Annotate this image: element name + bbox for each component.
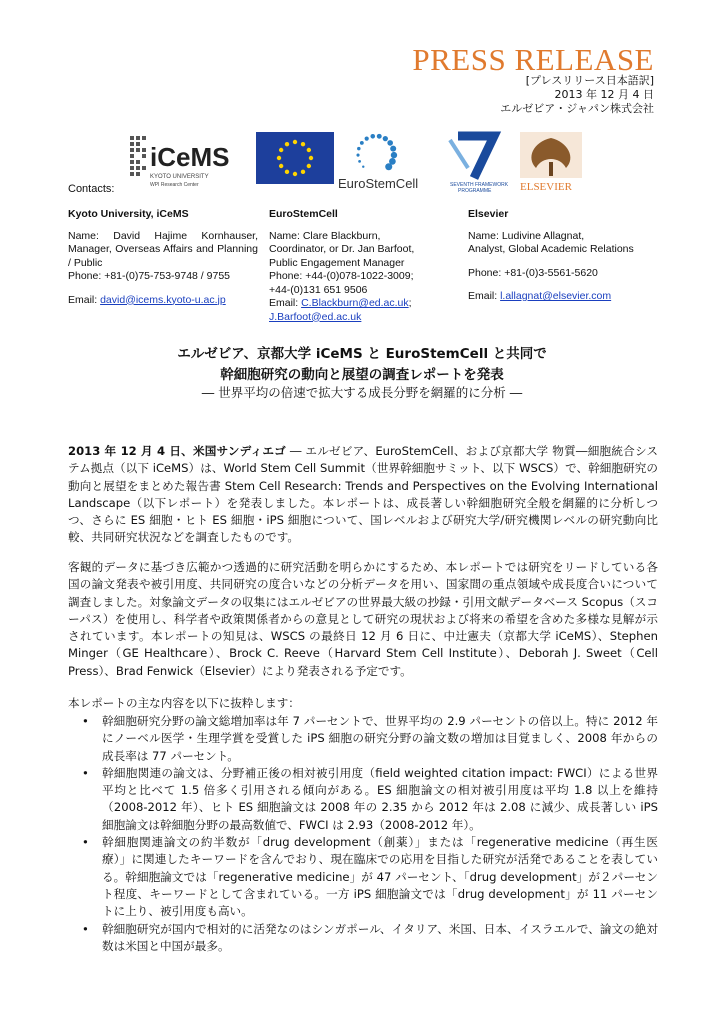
eu-star-icon	[277, 156, 281, 160]
eu-flag-logo	[256, 132, 334, 184]
contact-line: Name: Clare Blackburn,	[269, 229, 381, 242]
bullet-icon: •	[82, 835, 89, 850]
eurostemcell-dot-icon	[390, 146, 396, 152]
release-meta	[500, 74, 654, 116]
release-language-note: [プレスリリース日本語訳]	[525, 74, 654, 87]
elsevier-logo	[520, 132, 582, 192]
contact-line: Analyst, Global Academic Relations	[468, 243, 634, 255]
paragraph-text: 客観的データに基づき広範かつ透過的に研究活動を明らかにするため、本レポートでは研究をリードしている各国の論文発表や被引用度、共同研究の度合いなどの分析データを用い、国家間の重点領域や成長度合いについて調査しました。対象論文データの収集にはエルゼビアの世界最大級の抄録・引用文献データベース Scopus（スコーパス）を使用し、科学者や政策関係者からの意見として研究の現状および将来の希望を含めた多様な見解が示されています。本レポートの知見は、WSCS の最終日 12 月 6 日に、中辻憲夫（京都大学 iCeMS）、Stephen Minger（GE Healthcare）、Brock C. Reeve（Harvard Stem Cell Institute）、Deborah J. Sweet（Cell Press）、Brad Fenwick（Elsevier）により発表される予定です。	[68, 560, 658, 678]
bullet-icon: •	[82, 765, 89, 780]
eu-star-icon	[285, 142, 289, 146]
eurostemcell-dot-icon	[391, 152, 397, 158]
contact-elsevier	[468, 208, 658, 304]
paragraph-text: 本レポートの主な内容を以下に抜粋します：	[68, 696, 300, 710]
email-link[interactable]: C.Blackburn@ed.ac.uk	[301, 297, 409, 309]
elsevier-wordmark: ELSEVIER	[520, 181, 572, 192]
list-item	[68, 921, 658, 956]
contact-line: Coordinator, or Dr. Jan Barfoot,	[269, 243, 415, 255]
eu-star-icon	[279, 148, 283, 152]
eu-star-icon	[307, 148, 311, 152]
eu-star-icon	[309, 156, 313, 160]
eurostemcell-dot-icon	[358, 160, 361, 163]
highlights-list	[68, 713, 658, 955]
contact-phone-2: +44-(0)131 651 9506	[269, 283, 368, 296]
contact-name: Name: David Hajime Kornhauser, Manager, Overseas Affairs and Planning / Public	[68, 229, 258, 269]
contact-org: EuroStemCell	[269, 208, 338, 220]
body-paragraph-3	[68, 695, 658, 712]
release-date: 2013 年 12 月 4 日	[554, 88, 654, 101]
email-separator: ;	[408, 297, 412, 309]
contact-phone: Phone: +81-(0)3-5561-5620	[468, 266, 598, 279]
eurostemcell-dot-icon	[356, 154, 359, 157]
contact-email-label: Email:	[468, 290, 501, 302]
eurostemcell-dot-icon	[362, 166, 364, 168]
press-release-title: PRESS RELEASE	[412, 42, 654, 77]
list-item-text: 幹細胞研究が国内で相対的に活発なのはシンガポール、イタリア、米国、日本、イスラエルで、論文の絶対数は米国と中国が最多。	[102, 921, 658, 953]
eurostemcell-dot-icon	[383, 136, 388, 141]
email-link[interactable]: l.allagnat@elsevier.com	[500, 290, 612, 302]
eu-star-icon	[293, 172, 297, 176]
list-item-text: 幹細胞関連の論文は、分野補正後の相対被引用度（field weighted citation impact: FWCI）による世界平均と比べて 1.5 倍多く引用される傾向がある。ES 細胞論文の相対被引用度は平均 1.8 以上を維持（2008-2012 年）、ヒト ES 細胞論文は 2008 年の 2.35 から 2012 年は 2.08 に減少、成長著しい iPS 細胞論文は幹細胞分野の最高数値で、FWCI は 2.93（2008-2012 年）。	[102, 765, 658, 832]
eu-star-icon	[301, 142, 305, 146]
contact-email-label: Email:	[68, 293, 101, 306]
email-link-2[interactable]: J.Barfoot@ed.ac.uk	[269, 310, 362, 323]
eurostemcell-dot-icon	[387, 140, 393, 146]
contact-line: Public Engagement Manager	[269, 256, 405, 269]
list-item-text: 幹細胞研究分野の論文総増加率は年 7 パーセントで、世界平均の 2.9 パーセントの倍以上。特に 2012 年にノーベル医学・生理学賞を受賞した iPS 細胞の研究分野の論文数の増加は目覚ましく、2008 年からの成長率は 77 パーセント。	[102, 714, 658, 763]
contact-org: Elsevier	[468, 208, 509, 220]
icems-sub2: WPI Research Center	[150, 182, 199, 188]
contacts-label: Contacts:	[68, 183, 115, 195]
bullet-icon: •	[82, 921, 89, 936]
eu-star-icon	[307, 164, 311, 168]
eu-star-icon	[293, 140, 297, 144]
list-item	[68, 834, 658, 920]
headline-line2: 幹細胞研究の動向と展望の調査レポートを発表	[220, 367, 504, 383]
eurostemcell-dot-icon	[385, 163, 392, 170]
contact-phone: Phone: +81-(0)75-753-9748 / 9755	[68, 270, 230, 282]
list-item	[68, 713, 658, 765]
eu-star-icon	[301, 170, 305, 174]
contact-phone: Phone: +44-(0)078-1022-3009;	[269, 270, 414, 282]
list-item	[68, 765, 658, 834]
dateline: 2013 年 12 月 4 日、米国サンディエゴ	[68, 444, 286, 458]
release-company: エルゼビア・ジャパン株式会社	[500, 102, 654, 115]
bullet-icon: •	[82, 714, 89, 728]
partner-logos	[128, 128, 648, 192]
eurostemcell-dot-icon	[357, 147, 360, 150]
eu-star-icon	[279, 164, 283, 168]
eurostemcell-dot-icon	[377, 134, 382, 139]
paragraph-text: ― エルゼビア、EuroStemCell、および京都大学 物質―細胞統合システム拠点（以下 iCeMS）は、World Stem Cell Summit（世界幹細胞サミット、以下 WSCS）で、幹細胞研究の動向と展望をまとめた報告書 Stem Cell Research: Trends and Perspectives on the Evolving International Landscape（以下レポート）を発表しました。本レポートは、成長著しい幹細胞研究全般を網羅的に分析しつつ、さらに ES 細胞・ヒト ES 細胞・iPS 細胞について、国レベルおよび研究大学/研究機関レベルの研究動向比較、共同研究状況などを調査したものです。	[68, 444, 658, 545]
icems-sub1: KYOTO UNIVERSITY	[150, 174, 209, 180]
eu-star-icon	[285, 170, 289, 174]
icems-wordmark: iCeMS	[150, 142, 230, 172]
list-item-text: 幹細胞関連論文の約半数が「drug development（創薬）」または「regenerative medicine（再生医療）」に関連したキーワードを含んでおり、現在臨床での応用を目指した研究が活発であることを表している。幹細胞論文では「regenerative medicine」が 47 パーセント、「drug development」が２パーセント程度、キーワードとして含まれている。一方 iPS 細胞論文では「drug development」が 11 パーセントに上り、被引用度も高い。	[102, 835, 658, 919]
eurostemcell-dot-icon	[365, 136, 369, 140]
email-link[interactable]: david@icems.kyoto-u.ac.jp	[100, 293, 226, 306]
contact-kyoto	[68, 208, 258, 307]
eurostemcell-logo	[338, 134, 418, 191]
headline-subtitle: ― 世界平均の倍速で拡大する成長分野を網羅的に分析 ―	[201, 385, 523, 400]
fp7-logo	[450, 136, 509, 192]
contact-eurostemcell	[269, 208, 459, 324]
fp7-line1: SEVENTH FRAMEWORK	[450, 182, 509, 188]
contact-email-label: Email:	[269, 297, 302, 309]
headline-line1: エルゼビア、京都大学 iCeMS と EuroStemCell と共同で	[177, 346, 547, 362]
contact-line: Name: Ludivine Allagnat,	[468, 229, 585, 242]
body-paragraph-1	[68, 443, 658, 547]
fp7-line2: PROGRAMME	[458, 188, 492, 192]
contact-org: Kyoto University, iCeMS	[68, 208, 189, 220]
icems-logo	[130, 136, 229, 188]
body-paragraph-2	[68, 559, 658, 680]
eurostemcell-wordmark: EuroStemCell	[338, 176, 419, 191]
eurostemcell-dot-icon	[370, 134, 375, 139]
eurostemcell-dot-icon	[360, 141, 364, 145]
